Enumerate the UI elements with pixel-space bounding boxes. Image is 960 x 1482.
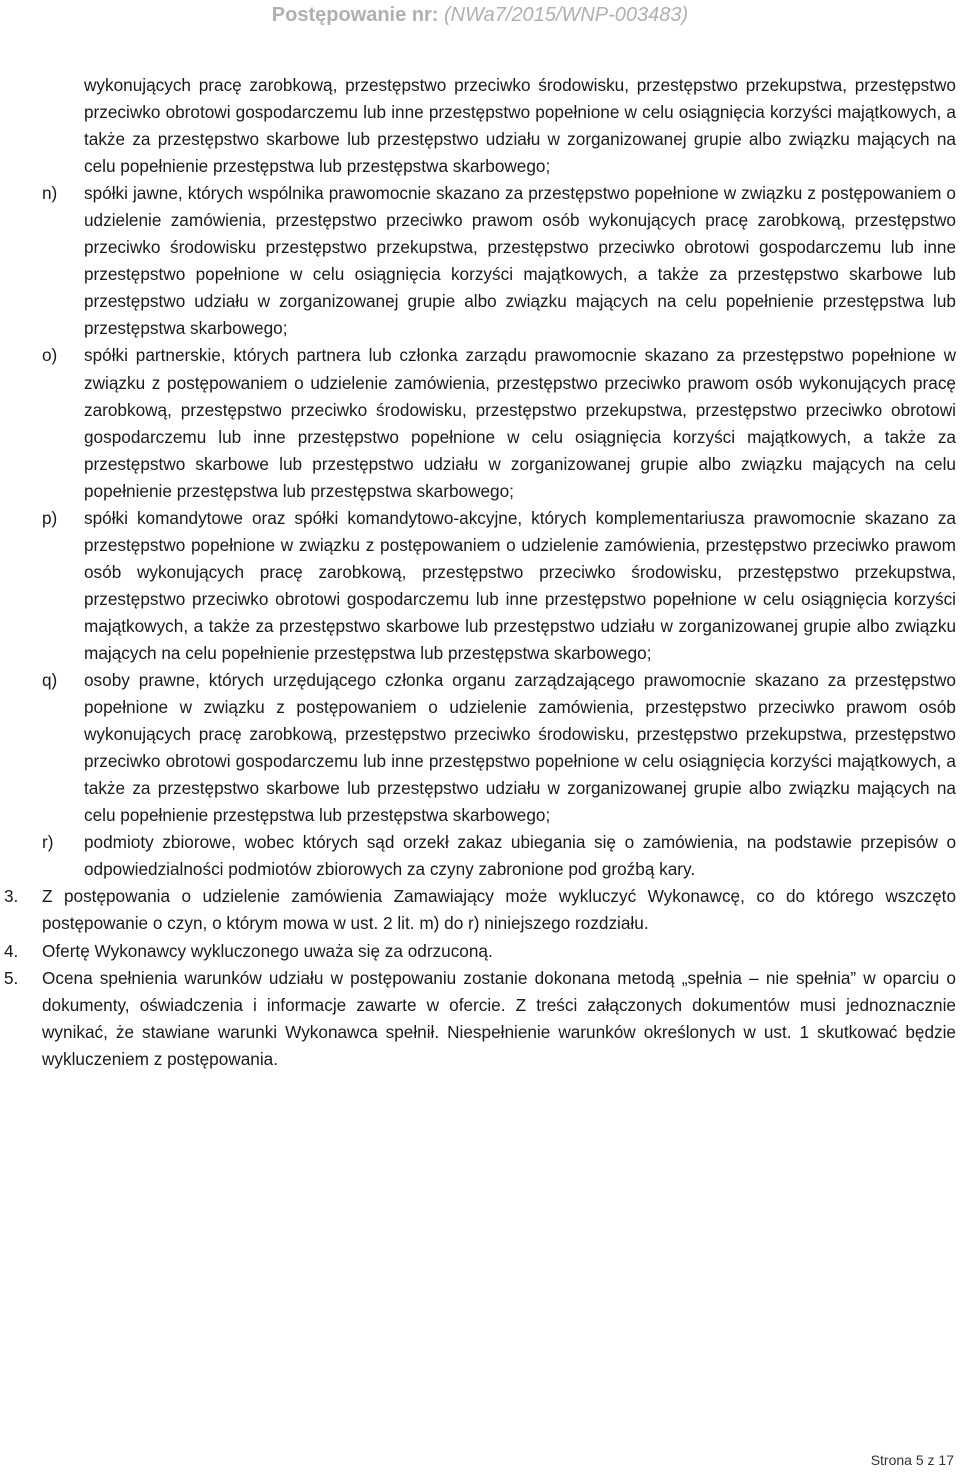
page-header: [0, 4, 960, 27]
list-marker: r): [42, 832, 54, 853]
item-number: 4.: [4, 940, 19, 961]
list-item-text: podmioty zbiorowe, wobec których sąd orzekł zakaz ubiegania się o zamówienia, na podstawie przepisów o odpowiedzialności podmiotów zbiorowych za czyny zabronione pod groźbą kary.: [84, 832, 956, 880]
item-number: 5.: [4, 967, 19, 988]
list-item-p: [0, 505, 960, 667]
list-item-text: spółki partnerskie, których partnera lub członka zarządu prawomocnie skazano za przestępstwo popełnione w związku z postępowaniem o udzielenie zamówienia, przestępstwo przeciwko prawom osób wykonujących pracę zarobkową, przestępstwo przeciwko środowisku, przestępstwo przekupstwa, przestępstwo przeciwko obrotowi gospodarczemu lub inne przestępstwo popełnione w celu osiągnięcia korzyści majątkowych, a także za przestępstwo skarbowe lub przestępstwo udziału w zorganizowanej grupie albo związku mających na celu popełnienie przestępstwa lub przestępstwa skarbowego;: [84, 345, 956, 501]
page-label: Strona: [870, 1452, 916, 1468]
list-item-q: [0, 667, 960, 829]
page-number: [871, 1452, 954, 1468]
item-number: 3.: [4, 886, 19, 907]
document-body: [0, 72, 960, 1073]
continuation-paragraph: wykonujących pracę zarobkową, przestępstwo przeciwko środowisku, przestępstwo przekupstwa, przestępstwo przeciwko obrotowi gospodarczemu lub inne przestępstwo popełnione w celu osiągnięcia korzyści majątkowych, a także za przestępstwo skarbowe lub przestępstwo udziału w zorganizowanej grupie albo związku mających na celu popełnienie przestępstwa lub przestępstwa skarbowego;: [84, 75, 956, 177]
list-item-n: [0, 180, 960, 342]
list-marker: o): [42, 345, 58, 366]
list-item-text: spółki jawne, których wspólnika prawomocnie skazano za przestępstwo popełnione w związku z postępowaniem o udzielenie zamówienia, przestępstwo przeciwko prawom osób wykonujących pracę zarobkową, przestępstwo przeciwko środowisku przestępstwo przekupstwa, przestępstwo przeciwko obrotowi gospodarczemu lub inne przestępstwo popełnione w celu osiągnięcia korzyści majątkowych, a także za przestępstwo skarbowe lub przestępstwo udziału w zorganizowanej grupie albo związku mających na celu popełnienie przestępstwa lub przestępstwa skarbowego;: [84, 183, 956, 339]
header-prefix: Postępowanie nr:: [271, 4, 445, 26]
item-text: Ocena spełnienia warunków udziału w postępowaniu zostanie dokonana metodą „spełnia – nie spełnia” w oparciu o dokumenty, oświadczenia i informacje zawarte w ofercie. Z treści załączonych dokumentów musi jednoznacznie wynikać, że stawiane warunki Wykonawca spełnił. Niespełnienie warunków określonych w ust. 1 skutkować będzie wykluczeniem z postępowania.: [42, 967, 956, 1069]
numbered-item-4: [0, 938, 960, 965]
list-item-o: [0, 342, 960, 504]
list-item-r: [0, 829, 960, 883]
total-pages: 17: [938, 1452, 954, 1468]
list-marker: n): [42, 183, 58, 204]
numbered-item-3: [0, 883, 960, 937]
list-marker: q): [42, 670, 58, 691]
current-page: 5: [915, 1452, 924, 1468]
page-separator: z: [923, 1452, 939, 1468]
procedure-reference: (NWa7/2015/WNP-003483): [444, 4, 689, 26]
list-item-text: spółki komandytowe oraz spółki komandytowo-akcyjne, których komplementariusza prawomocnie skazano za przestępstwo popełnione w związku z postępowaniem o udzielenie zamówienia, przestępstwo przeciwko prawom osób wykonujących pracę zarobkową, przestępstwo przeciwko środowisku, przestępstwo przekupstwa, przestępstwo przeciwko obrotowi gospodarczemu lub inne przestępstwo popełnione w celu osiągnięcia korzyści majątkowych, a także za przestępstwo skarbowe lub przestępstwo udziału w zorganizowanej grupie albo związku mających na celu popełnienie przestępstwa lub przestępstwa skarbowego;: [84, 507, 956, 663]
item-text: Ofertę Wykonawcy wykluczonego uważa się za odrzuconą.: [42, 940, 493, 961]
numbered-item-5: [0, 965, 960, 1073]
list-marker: p): [42, 507, 58, 528]
item-text: Z postępowania o udzielenie zamówienia Zamawiający może wykluczyć Wykonawcę, co do którego wszczęto postępowanie o czyn, o którym mowa w ust. 2 lit. m) do r) niniejszego rozdziału.: [42, 886, 956, 934]
list-item-text: osoby prawne, których urzędującego członka organu zarządzającego prawomocnie skazano za przestępstwo popełnione w związku z postępowaniem o udzielenie zamówienia, przestępstwo przeciwko prawom osób wykonujących pracę zarobkową, przestępstwo przeciwko środowisku, przestępstwo przekupstwa, przestępstwo przeciwko obrotowi gospodarczemu lub inne przestępstwo popełnione w celu osiągnięcia korzyści majątkowych, a także za przestępstwo skarbowe lub przestępstwo udziału w zorganizowanej grupie albo związku mających na celu popełnienie przestępstwa lub przestępstwa skarbowego;: [84, 670, 956, 826]
